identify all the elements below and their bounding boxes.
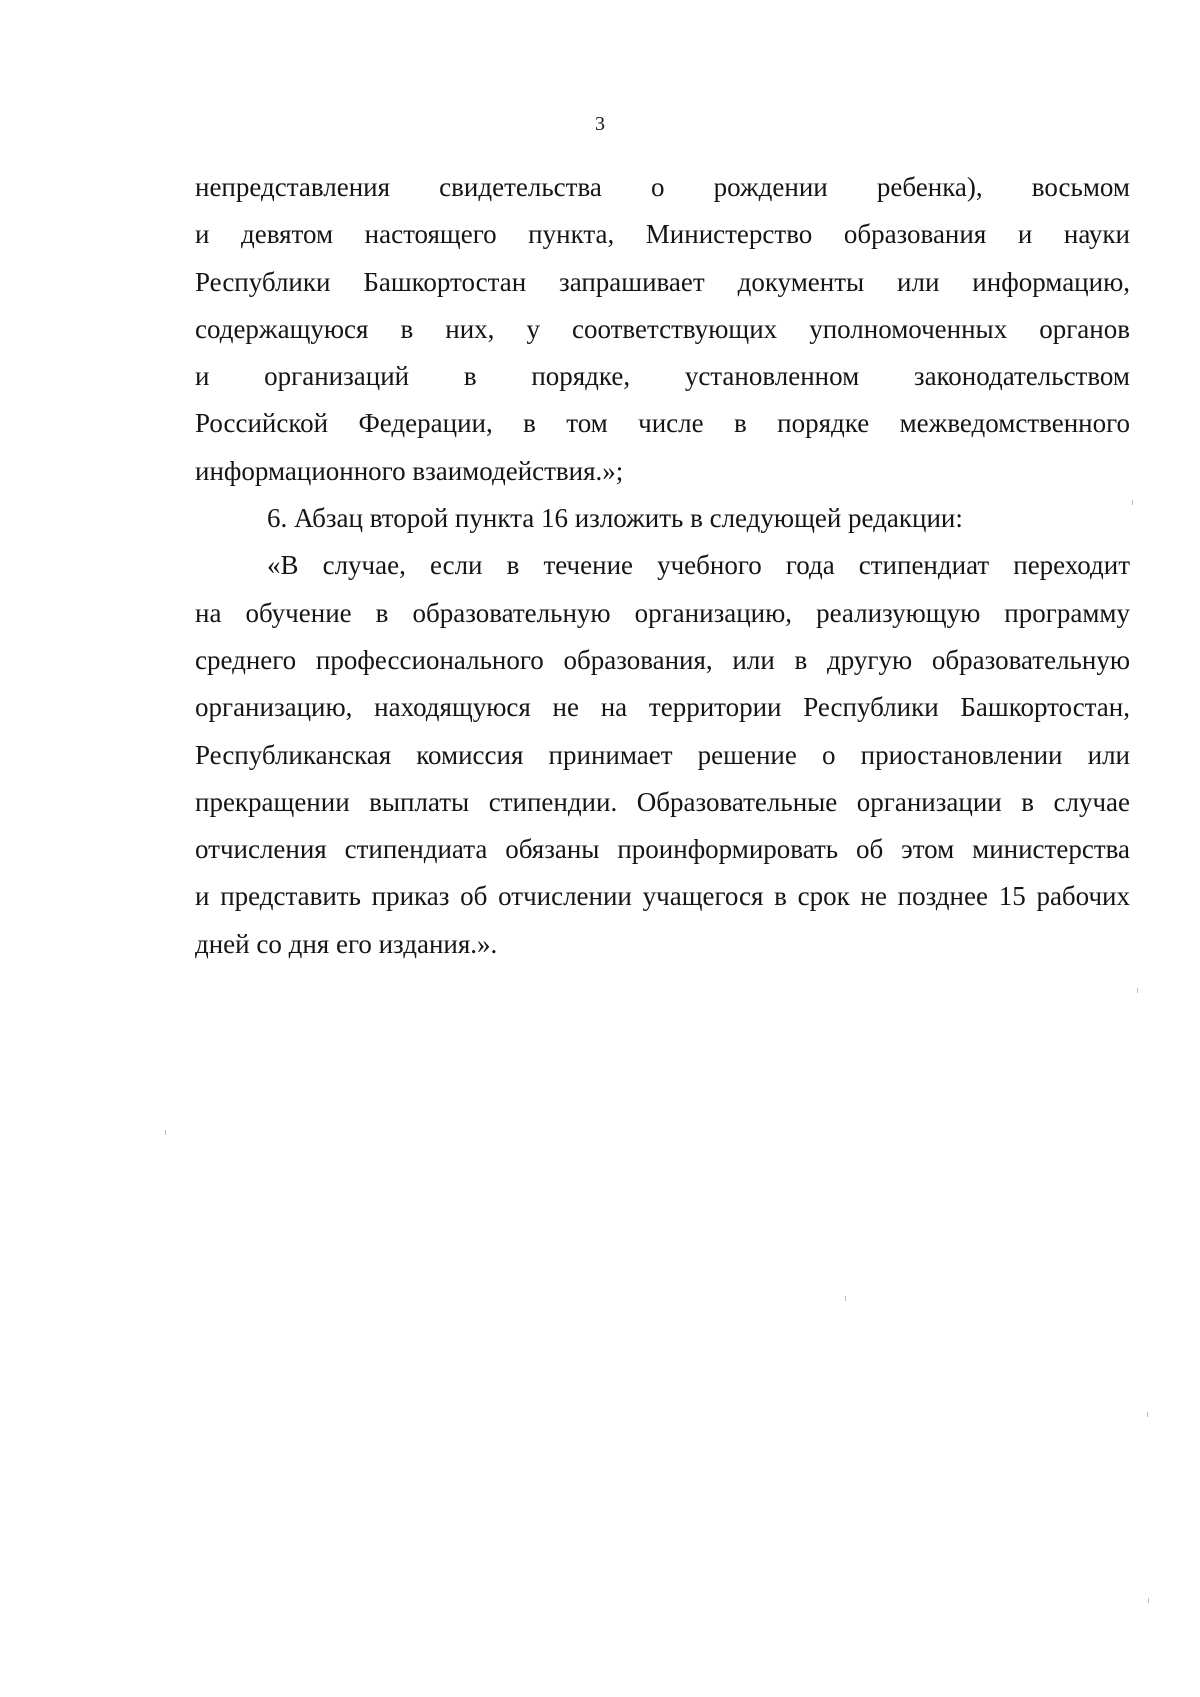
text-line: дней со дня его издания.». [195, 928, 498, 959]
text-line: Российской Федерации, в том числе в порядке межведомственного [195, 408, 1130, 439]
text-line: «В случае, если в течение учебного года стипендиат переходит [267, 550, 1130, 581]
scan-speck [1132, 500, 1133, 505]
body-text [195, 164, 1130, 968]
text-line: содержащуюся в них, у соответствующих уполномоченных органов [195, 313, 1130, 344]
text-line: и представить приказ об отчислении учащегося в срок не позднее 15 рабочих [195, 881, 1130, 912]
page-number: 3 [595, 113, 605, 135]
text-line: на обучение в образовательную организацию, реализующую программу [195, 597, 1130, 628]
text-line: отчисления стипендиата обязаны проинформировать об этом министерства [195, 834, 1130, 865]
scan-speck [1147, 1412, 1148, 1417]
text-line: 6. Абзац второй пункта 16 изложить в следующей редакции: [267, 503, 963, 534]
text-line: среднего профессионального образования, или в другую образовательную [195, 644, 1130, 675]
text-line: и организаций в порядке, установленном законодательством [195, 361, 1130, 392]
scan-speck [165, 1130, 166, 1135]
text-line: организацию, находящуюся не на территории Республики Башкортостан, [195, 692, 1130, 723]
text-line: Республики Башкортостан запрашивает документы или информацию, [195, 266, 1130, 297]
scan-speck [1137, 988, 1138, 993]
text-line: прекращении выплаты стипендии. Образовательные организации в случае [195, 786, 1130, 817]
scan-speck [1148, 1598, 1149, 1603]
text-line: и девятом настоящего пункта, Министерство образования и науки [195, 219, 1130, 250]
text-line: непредставления свидетельства о рождении ребенка), восьмом [195, 172, 1130, 202]
text-line: информационного взаимодействия.»; [195, 455, 624, 486]
scan-speck [845, 1296, 846, 1301]
text-line: Республиканская комиссия принимает решение о приостановлении или [195, 739, 1130, 770]
